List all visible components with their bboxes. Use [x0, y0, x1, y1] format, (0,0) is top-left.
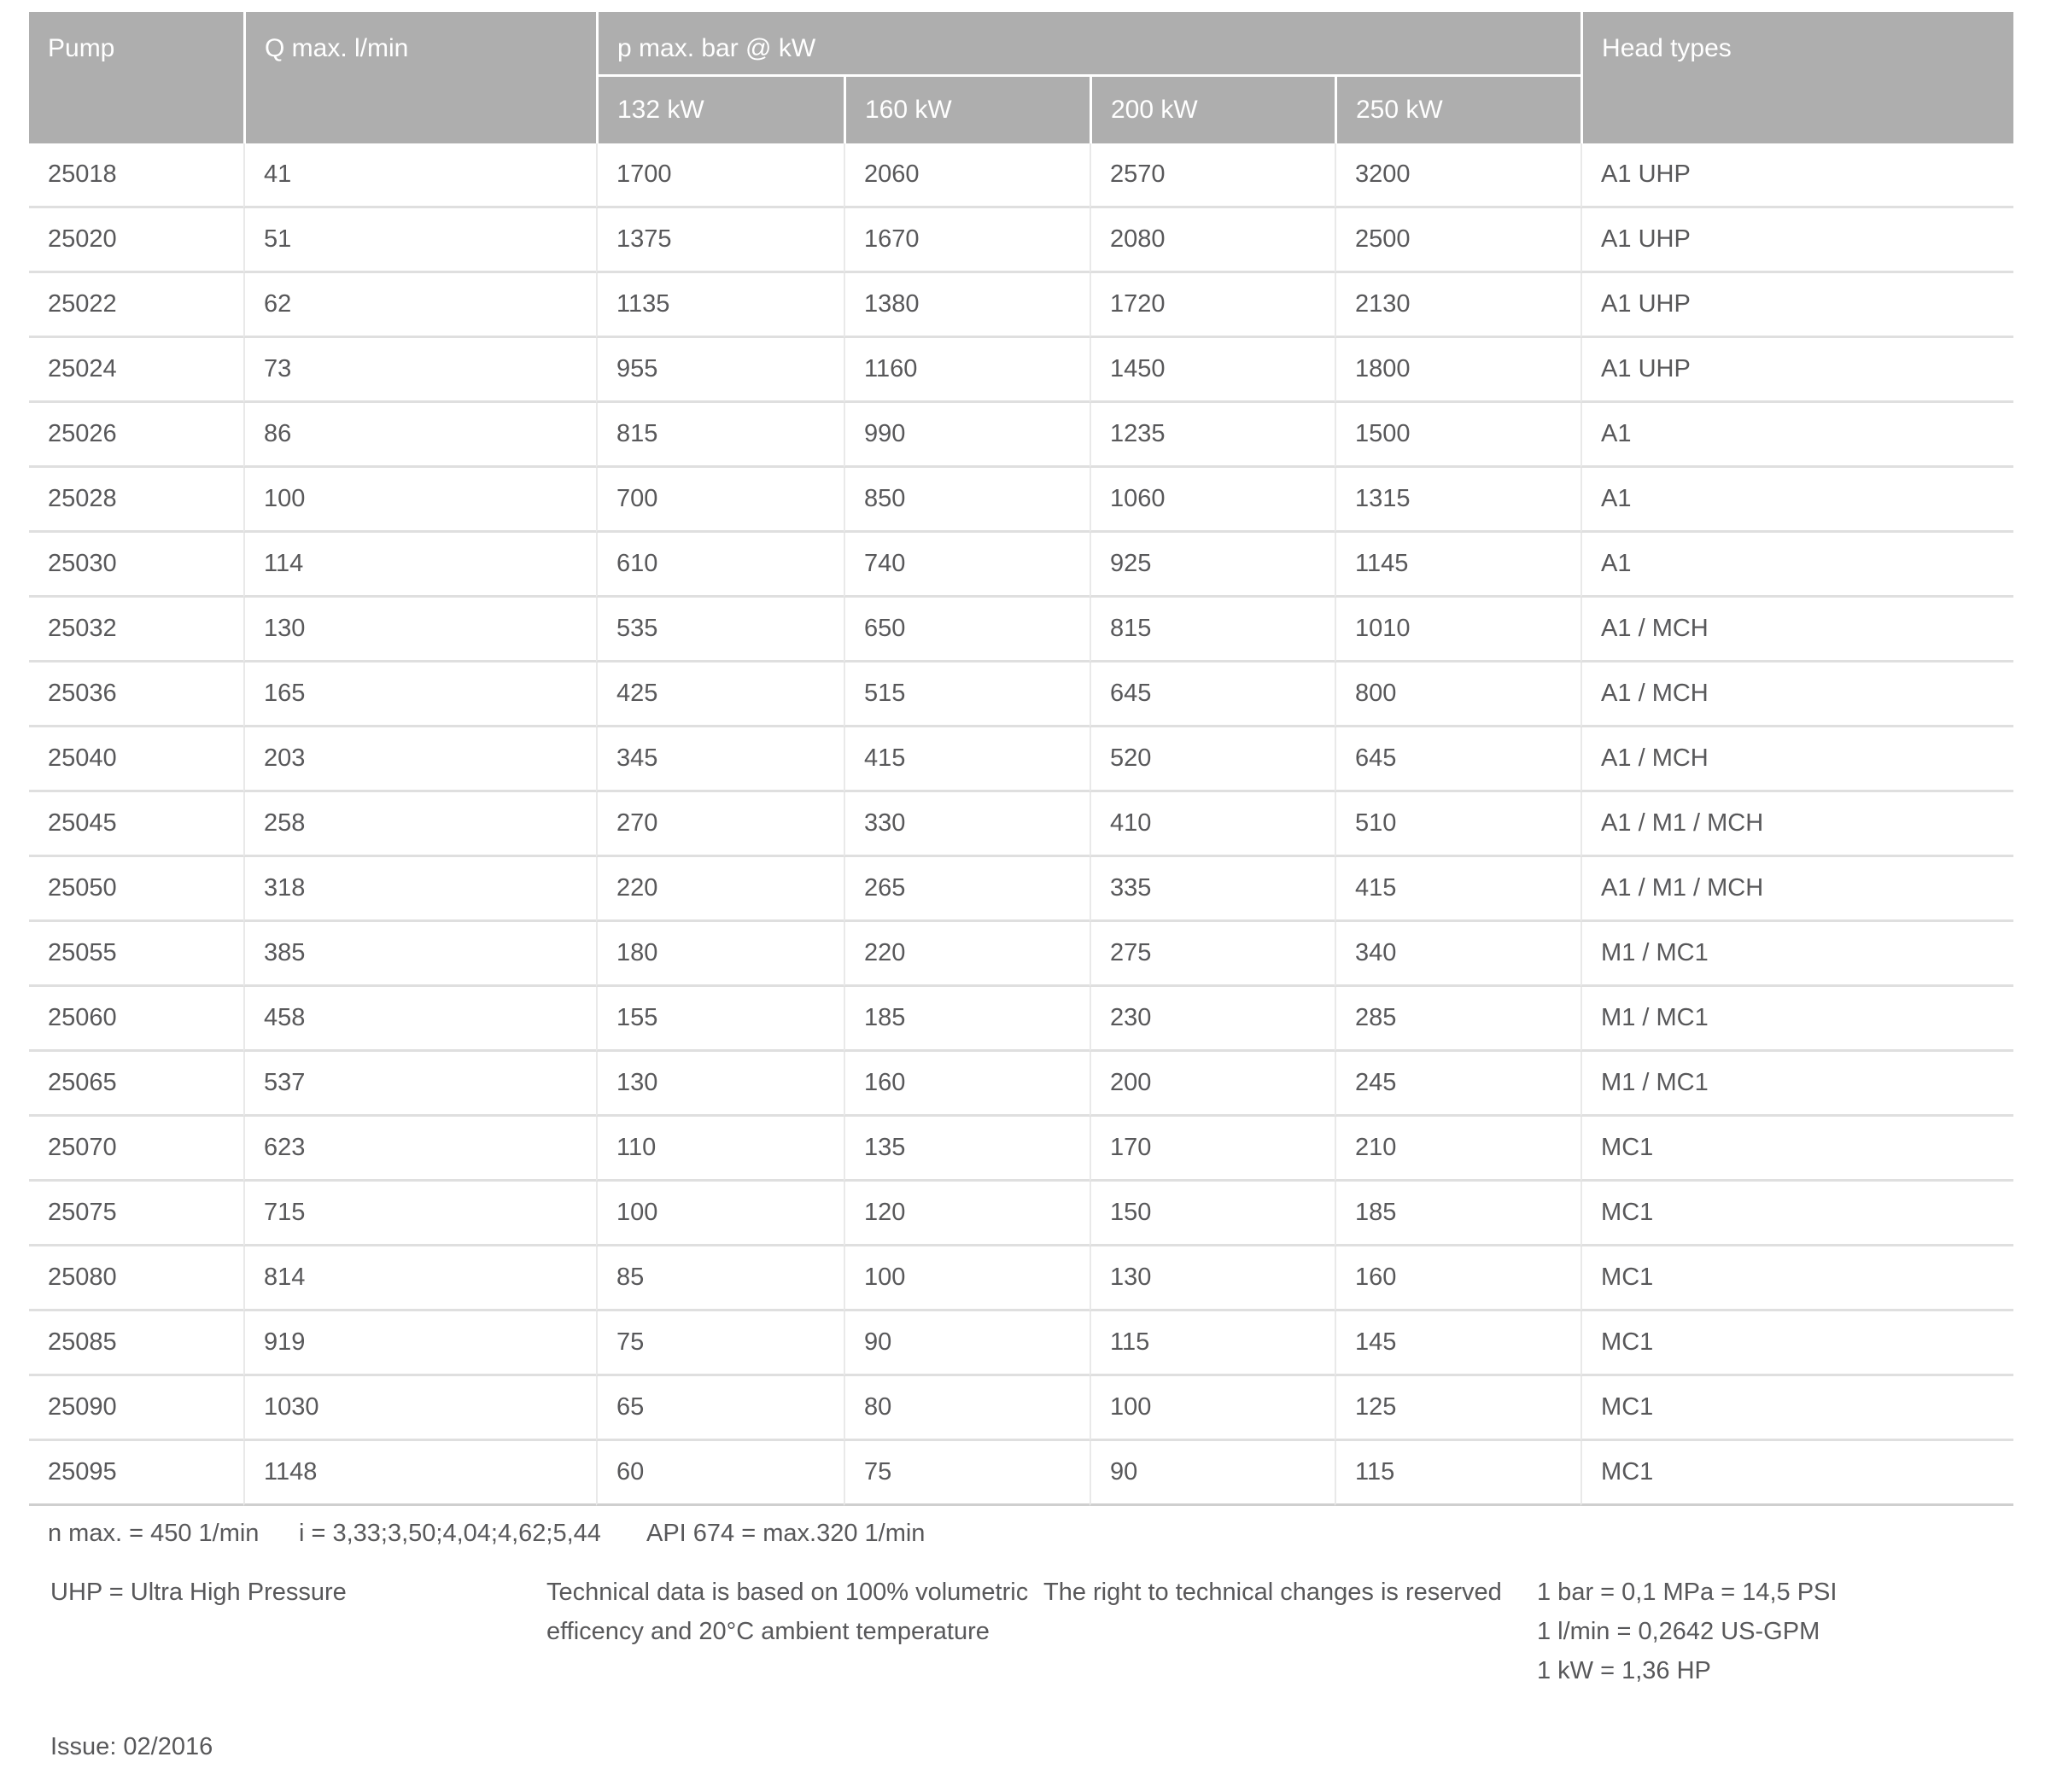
table-row [29, 1246, 2013, 1311]
head-types-cell: A1 UHP [1580, 143, 2013, 208]
qmax-cell: 86 [243, 403, 596, 468]
head-types-cell: A1 [1580, 533, 2013, 598]
p160-cell: 1160 [844, 338, 1090, 403]
p250-cell: 415 [1335, 857, 1580, 922]
table-row [29, 403, 2013, 468]
qmax-cell: 458 [243, 987, 596, 1052]
p160-cell: 2060 [844, 143, 1090, 208]
p200-cell: 335 [1090, 857, 1335, 922]
footnote-i-ratios: i = 3,33;3,50;4,04;4,62;5,44 [299, 1520, 601, 1547]
p250-cell: 1500 [1335, 403, 1580, 468]
qmax-cell: 130 [243, 598, 596, 663]
p200-cell: 170 [1090, 1117, 1335, 1182]
p160-cell: 330 [844, 792, 1090, 857]
table-row [29, 143, 2013, 208]
pump-cell: 25050 [29, 857, 243, 922]
p250-cell: 2130 [1335, 273, 1580, 338]
p132-cell: 75 [596, 1311, 844, 1376]
pump-cell: 25032 [29, 598, 243, 663]
table-body [29, 143, 2013, 1506]
pump-cell: 25095 [29, 1441, 243, 1506]
p200-cell: 2080 [1090, 208, 1335, 273]
pump-cell: 25036 [29, 663, 243, 727]
pump-cell: 25045 [29, 792, 243, 857]
p200-cell: 645 [1090, 663, 1335, 727]
p132-cell: 610 [596, 533, 844, 598]
pump-cell: 25090 [29, 1376, 243, 1441]
p132-cell: 155 [596, 987, 844, 1052]
pump-cell: 25030 [29, 533, 243, 598]
head-types-cell: M1 / MC1 [1580, 987, 2013, 1052]
p160-cell: 160 [844, 1052, 1090, 1117]
table-row [29, 792, 2013, 857]
column-header-200kw: 200 kW [1090, 77, 1335, 143]
p160-cell: 100 [844, 1246, 1090, 1311]
p160-cell: 650 [844, 598, 1090, 663]
footnote-line [0, 1520, 2045, 1550]
p200-cell: 100 [1090, 1376, 1335, 1441]
p160-cell: 75 [844, 1441, 1090, 1506]
p200-cell: 130 [1090, 1246, 1335, 1311]
p132-cell: 85 [596, 1246, 844, 1311]
pump-spec-table [29, 12, 2013, 1506]
p250-cell: 800 [1335, 663, 1580, 727]
p250-cell: 1010 [1335, 598, 1580, 663]
head-types-cell: A1 [1580, 468, 2013, 533]
p250-cell: 125 [1335, 1376, 1580, 1441]
pump-cell: 25028 [29, 468, 243, 533]
note-uhp-definition: UHP = Ultra High Pressure [50, 1579, 347, 1606]
qmax-cell: 385 [243, 922, 596, 987]
p132-cell: 220 [596, 857, 844, 922]
conversion-bar: 1 bar = 0,1 MPa = 14,5 PSI [1537, 1579, 1838, 1606]
p250-cell: 1145 [1335, 533, 1580, 598]
p132-cell: 130 [596, 1052, 844, 1117]
qmax-cell: 62 [243, 273, 596, 338]
qmax-cell: 814 [243, 1246, 596, 1311]
p132-cell: 815 [596, 403, 844, 468]
p200-cell: 410 [1090, 792, 1335, 857]
p132-cell: 700 [596, 468, 844, 533]
table-row [29, 468, 2013, 533]
head-types-cell: A1 UHP [1580, 273, 2013, 338]
p132-cell: 1700 [596, 143, 844, 208]
p200-cell: 2570 [1090, 143, 1335, 208]
table-row [29, 338, 2013, 403]
p160-cell: 515 [844, 663, 1090, 727]
head-types-cell: A1 UHP [1580, 338, 2013, 403]
p250-cell: 160 [1335, 1246, 1580, 1311]
p160-cell: 90 [844, 1311, 1090, 1376]
qmax-cell: 715 [243, 1182, 596, 1246]
head-types-cell: A1 / MCH [1580, 727, 2013, 792]
qmax-cell: 537 [243, 1052, 596, 1117]
table-row [29, 533, 2013, 598]
head-types-cell: MC1 [1580, 1311, 2013, 1376]
column-header-pmax-group: p max. bar @ kW [596, 12, 1580, 77]
table-row [29, 663, 2013, 727]
p250-cell: 185 [1335, 1182, 1580, 1246]
p250-cell: 145 [1335, 1311, 1580, 1376]
p250-cell: 1800 [1335, 338, 1580, 403]
footnote-nmax: n max. = 450 1/min [48, 1520, 260, 1547]
column-header-head-types: Head types [1580, 12, 2013, 143]
p160-cell: 135 [844, 1117, 1090, 1182]
p132-cell: 60 [596, 1441, 844, 1506]
table-row [29, 1376, 2013, 1441]
head-types-cell: A1 / MCH [1580, 663, 2013, 727]
pump-cell: 25070 [29, 1117, 243, 1182]
qmax-cell: 51 [243, 208, 596, 273]
p250-cell: 510 [1335, 792, 1580, 857]
qmax-cell: 1148 [243, 1441, 596, 1506]
p250-cell: 115 [1335, 1441, 1580, 1506]
p132-cell: 65 [596, 1376, 844, 1441]
qmax-cell: 203 [243, 727, 596, 792]
head-types-cell: A1 / MCH [1580, 598, 2013, 663]
table-header [29, 12, 2013, 143]
p200-cell: 520 [1090, 727, 1335, 792]
p250-cell: 245 [1335, 1052, 1580, 1117]
head-types-cell: A1 [1580, 403, 2013, 468]
p132-cell: 535 [596, 598, 844, 663]
qmax-cell: 1030 [243, 1376, 596, 1441]
table-row [29, 598, 2013, 663]
column-header-250kw: 250 kW [1335, 77, 1580, 143]
table-row [29, 857, 2013, 922]
qmax-cell: 318 [243, 857, 596, 922]
p250-cell: 340 [1335, 922, 1580, 987]
pump-cell: 25065 [29, 1052, 243, 1117]
pump-cell: 25080 [29, 1246, 243, 1311]
p132-cell: 270 [596, 792, 844, 857]
p160-cell: 740 [844, 533, 1090, 598]
qmax-cell: 919 [243, 1311, 596, 1376]
head-types-cell: M1 / MC1 [1580, 1052, 2013, 1117]
table-row [29, 208, 2013, 273]
table-row [29, 1441, 2013, 1506]
p200-cell: 275 [1090, 922, 1335, 987]
p200-cell: 1235 [1090, 403, 1335, 468]
p200-cell: 200 [1090, 1052, 1335, 1117]
column-header-pump: Pump [29, 12, 243, 143]
qmax-cell: 114 [243, 533, 596, 598]
p250-cell: 1315 [1335, 468, 1580, 533]
conversion-lmin: 1 l/min = 0,2642 US-GPM [1537, 1618, 1820, 1645]
column-header-160kw: 160 kW [844, 77, 1090, 143]
p160-cell: 1380 [844, 273, 1090, 338]
p160-cell: 120 [844, 1182, 1090, 1246]
conversion-kw: 1 kW = 1,36 HP [1537, 1657, 1711, 1684]
head-types-cell: MC1 [1580, 1246, 2013, 1311]
p250-cell: 2500 [1335, 208, 1580, 273]
pump-cell: 25022 [29, 273, 243, 338]
p200-cell: 90 [1090, 1441, 1335, 1506]
p132-cell: 345 [596, 727, 844, 792]
footnote-api674: API 674 = max.320 1/min [646, 1520, 926, 1547]
p250-cell: 210 [1335, 1117, 1580, 1182]
pump-cell: 25055 [29, 922, 243, 987]
issue-date: Issue: 02/2016 [50, 1733, 213, 1760]
p160-cell: 850 [844, 468, 1090, 533]
head-types-cell: M1 / MC1 [1580, 922, 2013, 987]
pump-cell: 25075 [29, 1182, 243, 1246]
p160-cell: 265 [844, 857, 1090, 922]
qmax-cell: 100 [243, 468, 596, 533]
qmax-cell: 41 [243, 143, 596, 208]
p132-cell: 110 [596, 1117, 844, 1182]
qmax-cell: 165 [243, 663, 596, 727]
note-unit-conversions [1537, 1573, 1837, 1690]
head-types-cell: MC1 [1580, 1376, 2013, 1441]
head-types-cell: MC1 [1580, 1441, 2013, 1506]
pump-cell: 25026 [29, 403, 243, 468]
pump-cell: 25024 [29, 338, 243, 403]
head-types-cell: A1 UHP [1580, 208, 2013, 273]
table-row [29, 1117, 2013, 1182]
p200-cell: 115 [1090, 1311, 1335, 1376]
p200-cell: 1060 [1090, 468, 1335, 533]
pump-cell: 25040 [29, 727, 243, 792]
p132-cell: 1135 [596, 273, 844, 338]
note-rights-reserved: The right to technical changes is reserved [1043, 1579, 1502, 1606]
p200-cell: 230 [1090, 987, 1335, 1052]
p160-cell: 80 [844, 1376, 1090, 1441]
p200-cell: 925 [1090, 533, 1335, 598]
head-types-cell: MC1 [1580, 1117, 2013, 1182]
p132-cell: 1375 [596, 208, 844, 273]
p132-cell: 425 [596, 663, 844, 727]
table-row [29, 1052, 2013, 1117]
p160-cell: 1670 [844, 208, 1090, 273]
p200-cell: 1720 [1090, 273, 1335, 338]
p250-cell: 285 [1335, 987, 1580, 1052]
table-row [29, 1182, 2013, 1246]
qmax-cell: 258 [243, 792, 596, 857]
p200-cell: 815 [1090, 598, 1335, 663]
p132-cell: 180 [596, 922, 844, 987]
table-row [29, 727, 2013, 792]
p160-cell: 990 [844, 403, 1090, 468]
qmax-cell: 623 [243, 1117, 596, 1182]
table-row [29, 987, 2013, 1052]
column-header-132kw: 132 kW [596, 77, 844, 143]
note-technical-basis: Technical data is based on 100% volumetric efficency and 20°C ambient temperature [546, 1579, 1029, 1645]
pump-cell: 25018 [29, 143, 243, 208]
column-header-qmax: Q max. l/min [243, 12, 596, 143]
pump-cell: 25060 [29, 987, 243, 1052]
table-row [29, 922, 2013, 987]
p250-cell: 3200 [1335, 143, 1580, 208]
table-row [29, 273, 2013, 338]
p132-cell: 955 [596, 338, 844, 403]
p160-cell: 185 [844, 987, 1090, 1052]
head-types-cell: A1 / M1 / MCH [1580, 792, 2013, 857]
table-row [29, 1311, 2013, 1376]
p250-cell: 645 [1335, 727, 1580, 792]
p160-cell: 220 [844, 922, 1090, 987]
head-types-cell: A1 / M1 / MCH [1580, 857, 2013, 922]
head-types-cell: MC1 [1580, 1182, 2013, 1246]
p200-cell: 150 [1090, 1182, 1335, 1246]
p200-cell: 1450 [1090, 338, 1335, 403]
pump-cell: 25085 [29, 1311, 243, 1376]
p160-cell: 415 [844, 727, 1090, 792]
p132-cell: 100 [596, 1182, 844, 1246]
pump-cell: 25020 [29, 208, 243, 273]
qmax-cell: 73 [243, 338, 596, 403]
